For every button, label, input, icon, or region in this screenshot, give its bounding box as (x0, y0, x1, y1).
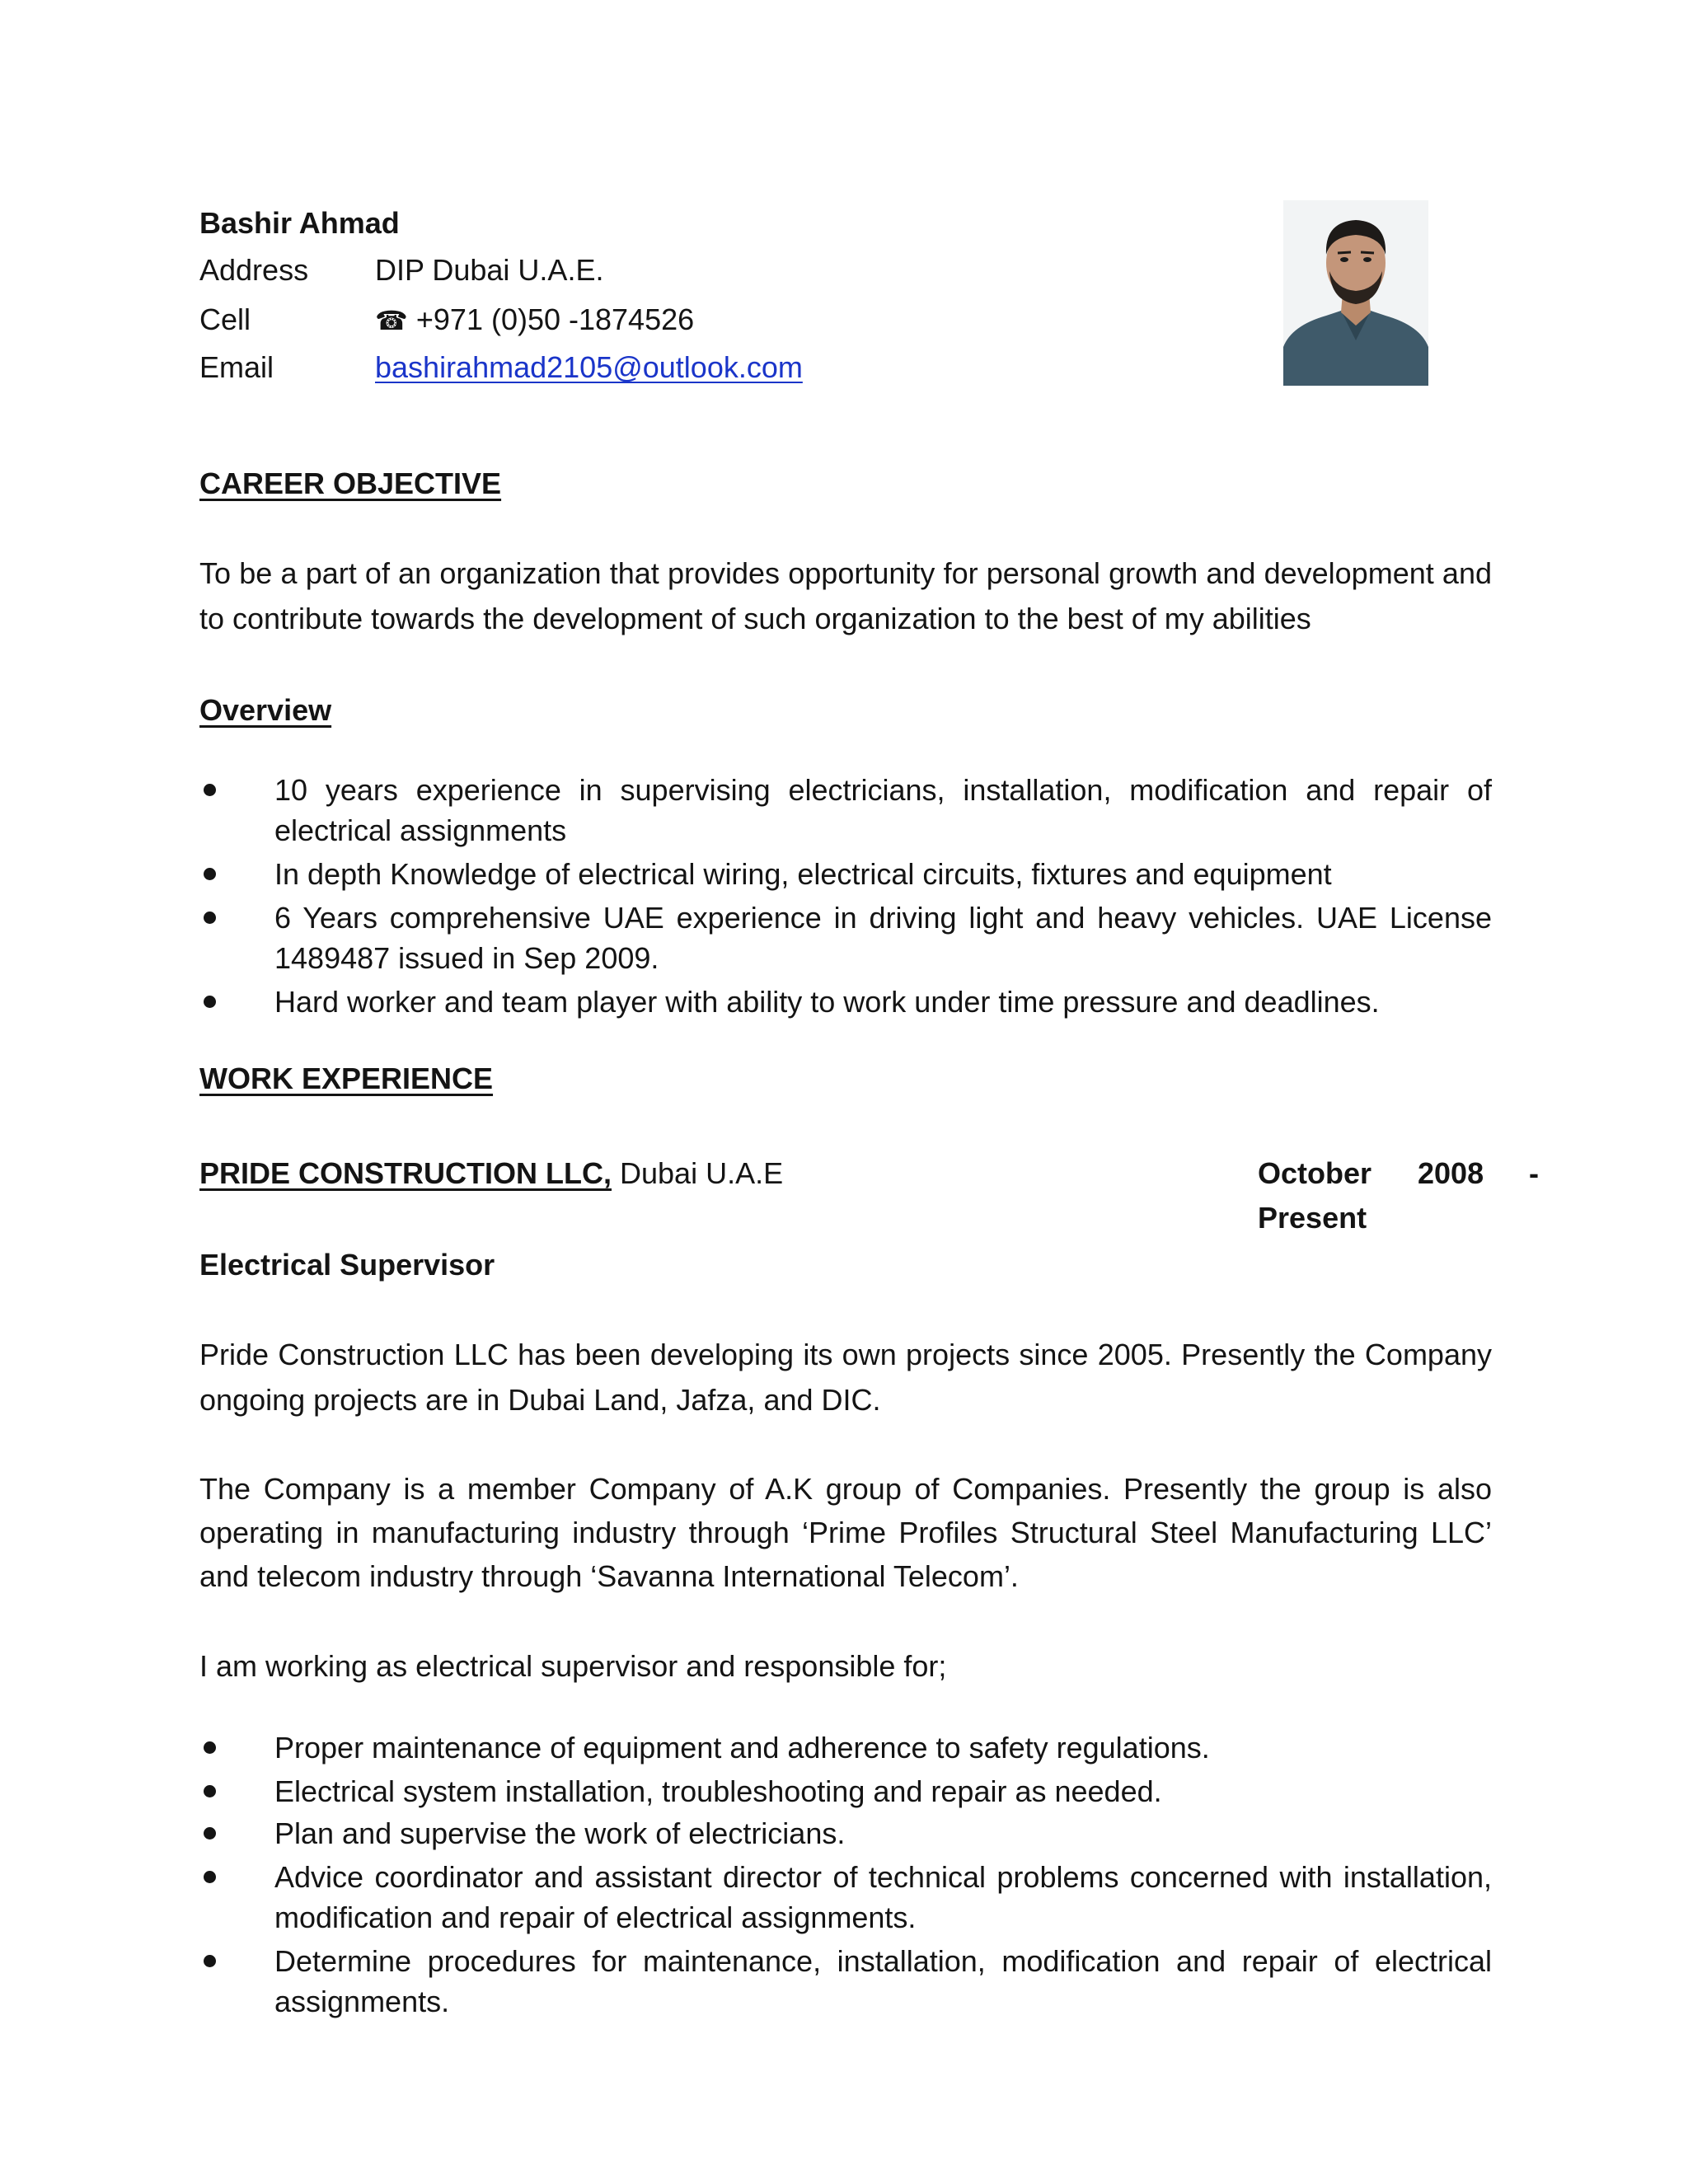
bullet-icon (204, 868, 216, 880)
responsibility-text: Determine procedures for maintenance, installation, modification and repair of electrical assignments. (274, 1944, 1492, 2018)
list-item (199, 1771, 1492, 1811)
overview-item-text: 10 years experience in supervising electricians, installation, modification and repair of electrical assignments (274, 773, 1492, 847)
responsibility-text: Plan and supervise the work of electricians. (274, 1816, 846, 1850)
phone-icon: ☎ (375, 305, 408, 336)
responsibilities-intro: I am working as electrical supervisor and responsible for; (199, 1649, 947, 1683)
bullet-icon (204, 1785, 216, 1797)
company-name: PRIDE CONSTRUCTION LLC, (199, 1156, 612, 1190)
list-item (199, 982, 1492, 1022)
company-description: Pride Construction LLC has been developing its own projects since 2005. Presently the Company ongoing projects are in Dubai Land, Jafza, and DIC. (199, 1338, 1492, 1417)
email-link[interactable]: bashirahmad2105@outlook.com (375, 350, 803, 384)
responsibility-text: Electrical system installation, troubleshooting and repair as needed. (274, 1774, 1162, 1808)
address-label: Address (199, 253, 309, 287)
bullet-icon (204, 1871, 216, 1883)
profile-photo (1283, 200, 1428, 386)
overview-list (199, 770, 1492, 1022)
email-label: Email (199, 350, 274, 384)
list-item (199, 1813, 1492, 1854)
list-item (199, 770, 1492, 851)
date-start-year: 2008 (1418, 1156, 1484, 1190)
overview-heading: Overview (199, 693, 332, 727)
company-location: Dubai U.A.E (620, 1156, 784, 1190)
cell-value: +971 (0)50 -1874526 (415, 302, 695, 336)
list-item (199, 1727, 1492, 1768)
career-objective-heading: CAREER OBJECTIVE (199, 466, 502, 500)
bullet-icon (204, 1741, 216, 1754)
cell-label: Cell (199, 302, 251, 336)
date-end: Present (1258, 1201, 1367, 1235)
list-item (199, 1857, 1492, 1938)
bullet-icon (204, 1955, 216, 1967)
date-start-month: October (1258, 1156, 1372, 1190)
responsibilities-list (199, 1727, 1492, 2022)
list-item (199, 898, 1492, 978)
cell-row (375, 299, 694, 341)
bullet-icon (204, 996, 216, 1008)
bullet-icon (204, 912, 216, 924)
responsibility-text: Proper maintenance of equipment and adherence to safety regulations. (274, 1731, 1210, 1765)
bullet-icon (204, 784, 216, 796)
overview-item-text: In depth Knowledge of electrical wiring, electrical circuits, fixtures and equipment (274, 857, 1332, 891)
work-experience-heading: WORK EXPERIENCE (199, 1062, 494, 1095)
bullet-icon (204, 1827, 216, 1840)
address-value: DIP Dubai U.A.E. (375, 253, 604, 287)
overview-item-text: 6 Years comprehensive UAE experience in driving light and heavy vehicles. UAE License 1489487 issued in Sep 2009. (274, 901, 1492, 975)
job-title: Electrical Supervisor (199, 1248, 495, 1282)
list-item (199, 1941, 1492, 2022)
date-dash: - (1529, 1156, 1539, 1190)
list-item (199, 854, 1492, 894)
overview-item-text: Hard worker and team player with ability to work under time pressure and deadlines. (274, 985, 1380, 1019)
candidate-name: Bashir Ahmad (199, 206, 400, 240)
career-objective-text: To be a part of an organization that provides opportunity for personal growth and development and to contribute towards the development of such organization to the best of my abilities (199, 556, 1492, 635)
responsibility-text: Advice coordinator and assistant director of technical problems concerned with installation, modification and repair of electrical assignments. (274, 1860, 1492, 1934)
group-description: The Company is a member Company of A.K group of Companies. Presently the group is also operating in manufacturing industry through ‘Prime Profiles Structural Steel Manufacturing LLC’ and telecom industry through ‘Savanna International Telecom’. (199, 1472, 1492, 1593)
company-line (199, 1153, 783, 1194)
